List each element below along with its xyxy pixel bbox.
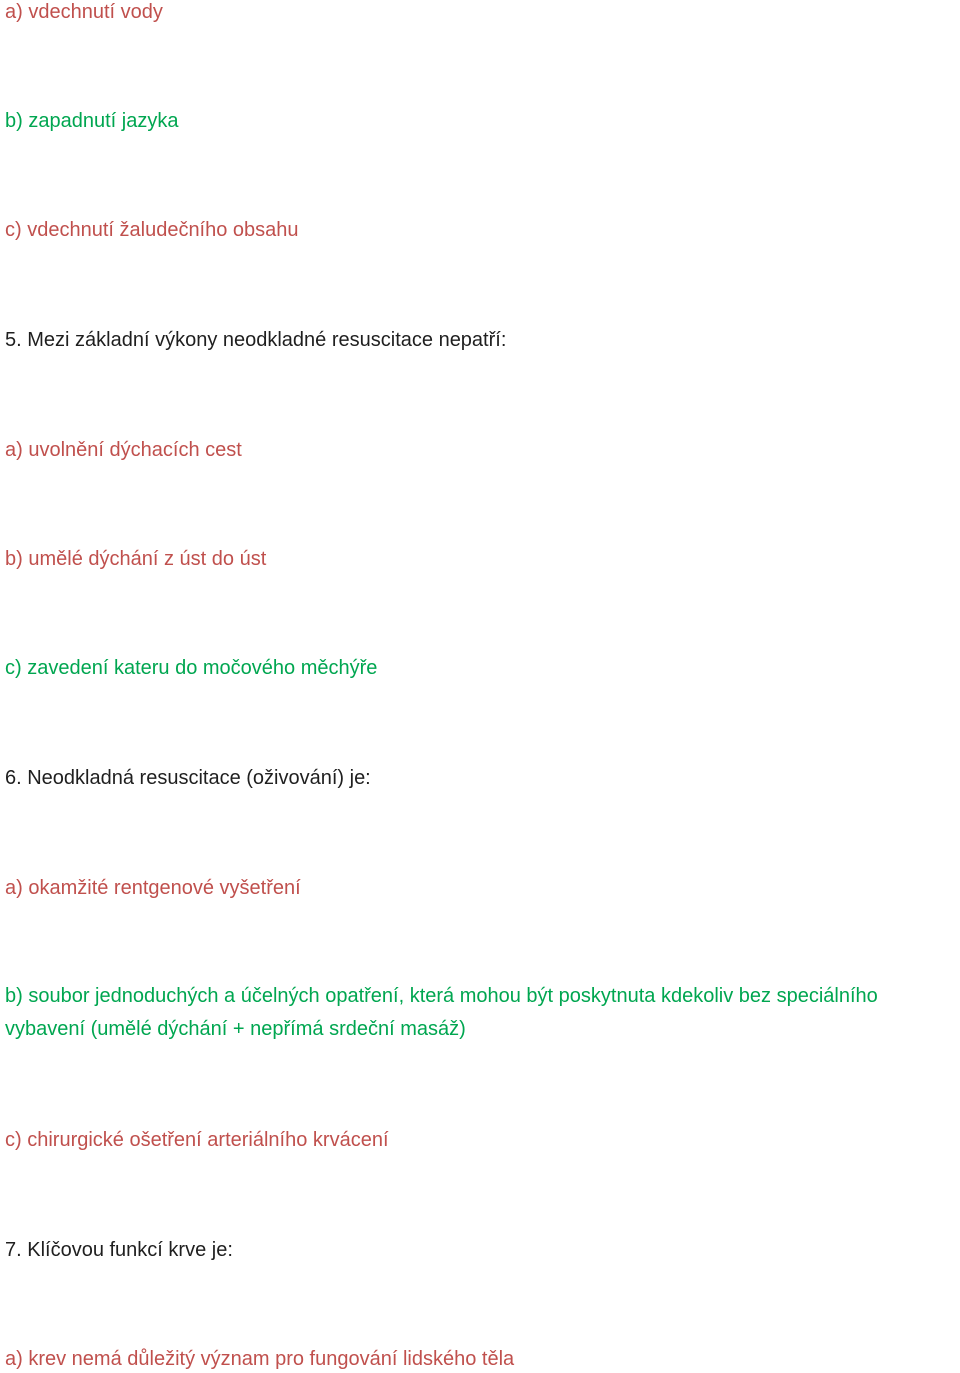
- question-7: 7. Klíčovou funkcí krve je:: [5, 1239, 233, 1261]
- answer-option: a) uvolnění dýchacích cest: [5, 439, 242, 461]
- answer-option: c) vdechnutí žaludečního obsahu: [5, 219, 299, 241]
- answer-option-correct: b) zapadnutí jazyka: [5, 110, 179, 132]
- answer-option: a) vdechnutí vody: [5, 1, 163, 23]
- question-5: 5. Mezi základní výkony neodkladné resuscitace nepatří:: [5, 329, 507, 351]
- question-6: 6. Neodkladná resuscitace (oživování) je:: [5, 767, 371, 789]
- answer-option: c) chirurgické ošetření arteriálního krvácení: [5, 1129, 389, 1151]
- answer-option-correct: c) zavedení kateru do močového měchýře: [5, 657, 378, 679]
- answer-option: a) okamžité rentgenové vyšetření: [5, 877, 301, 899]
- answer-option-correct: b) soubor jednoduchých a účelných opatření, která mohou být poskytnuta kdekoliv bez speciálního vybavení (umělé dýchání + nepřímá srdeční masáž): [5, 985, 878, 1040]
- answer-option: b) umělé dýchání z úst do úst: [5, 548, 267, 570]
- answer-option: a) krev nemá důležitý význam pro fungování lidského těla: [5, 1348, 515, 1370]
